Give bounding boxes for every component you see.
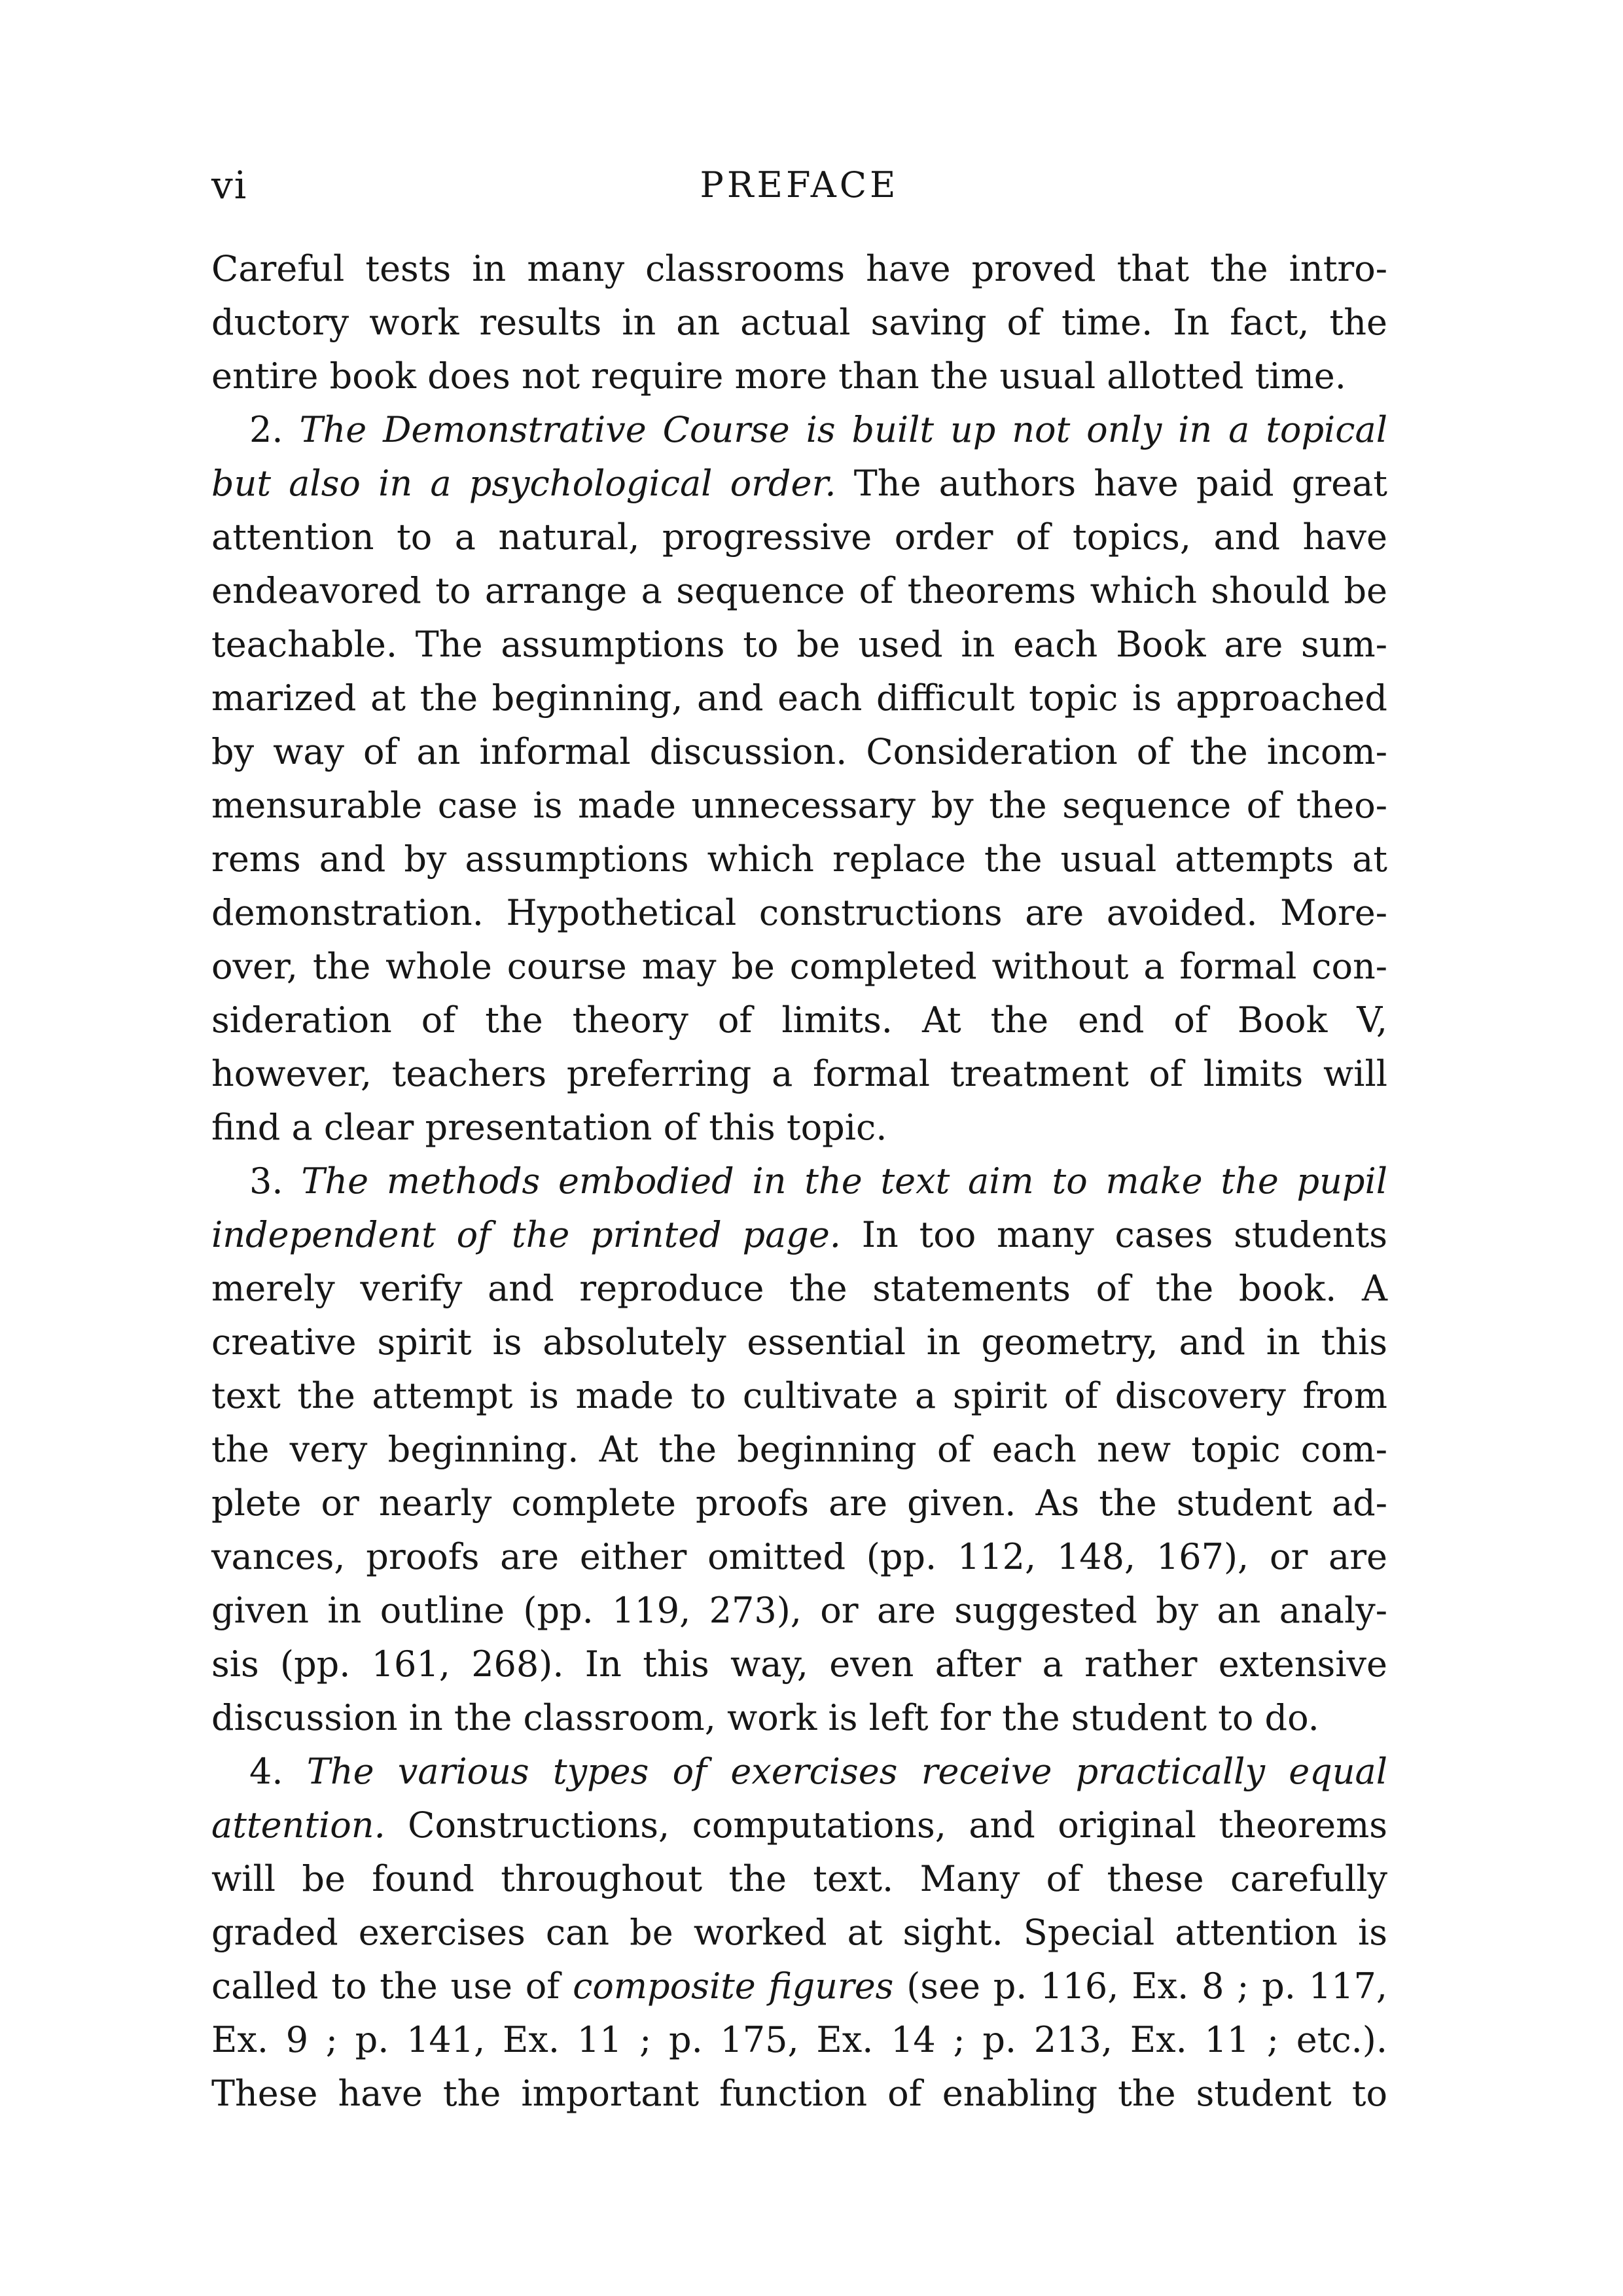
text-line xyxy=(211,2067,1387,2121)
text-run: 3. xyxy=(249,1160,302,1202)
text-line xyxy=(211,1208,1387,1262)
text-run: These have the important function of enabling the student to xyxy=(211,2073,1387,2114)
text-line xyxy=(211,1423,1387,1477)
text-run: find a clear presentation of this topic. xyxy=(211,1107,887,1148)
text-line xyxy=(211,1316,1387,1369)
page-number: vi xyxy=(211,163,248,207)
page-header xyxy=(211,156,1387,215)
text-run: Ex. 9 ; p. 141, Ex. 11 ; p. 175, Ex. 14 ; p. 213, Ex. 11 ; etc.). xyxy=(211,2019,1387,2060)
text-line xyxy=(211,1960,1387,2013)
text-run: mensurable case is made unnecessary by the sequence of theo- xyxy=(211,785,1387,826)
text-run: by way of an informal discussion. Consideration of the incom- xyxy=(211,731,1387,772)
text-run: plete or nearly complete proofs are given. As the student ad- xyxy=(211,1482,1387,1524)
text-run: endeavored to arrange a sequence of theorems which should be xyxy=(211,570,1387,611)
text-line xyxy=(211,296,1387,350)
text-line xyxy=(211,725,1387,779)
text-line xyxy=(211,1906,1387,1960)
text-line xyxy=(211,1852,1387,1906)
text-line xyxy=(211,618,1387,672)
text-run: graded exercises can be worked at sight. Special attention is xyxy=(211,1912,1387,1953)
text-line xyxy=(211,1262,1387,1316)
text-line xyxy=(211,1047,1387,1101)
italic-run: The methods embodied in the text aim to make the pupil xyxy=(301,1160,1388,1202)
text-line xyxy=(211,1638,1387,1691)
text-run: text the attempt is made to cultivate a spirit of discovery from xyxy=(211,1375,1387,1416)
text-run: The authors have paid great xyxy=(836,463,1387,504)
text-run: In too many cases students xyxy=(840,1214,1387,1255)
text-run: 2. xyxy=(249,409,300,450)
text-run: discussion in the classroom, work is left for the student to do. xyxy=(211,1697,1319,1738)
text-line xyxy=(211,1584,1387,1638)
text-run: however, teachers preferring a formal treatment of limits will xyxy=(211,1053,1387,1094)
text-line xyxy=(211,403,1387,457)
text-line xyxy=(211,1745,1387,1799)
text-line xyxy=(211,1799,1387,1852)
text-run: entire book does not require more than the usual allotted time. xyxy=(211,355,1346,397)
text-line xyxy=(211,779,1387,833)
text-run: sis (pp. 161, 268). In this way, even after a rather extensive xyxy=(211,1643,1387,1685)
text-run: attention to a natural, progressive order of topics, and have xyxy=(211,516,1387,558)
text-line xyxy=(211,1101,1387,1155)
text-run: merely verify and reproduce the statements of the book. A xyxy=(211,1268,1387,1309)
body-text xyxy=(211,242,1387,2121)
text-line xyxy=(211,886,1387,940)
text-line xyxy=(211,994,1387,1047)
text-run: (see p. 116, Ex. 8 ; p. 117, xyxy=(893,1965,1387,2007)
text-run: Constructions, computations, and original theorems xyxy=(385,1804,1387,1846)
text-run: called to the use of xyxy=(211,1965,573,2007)
text-line xyxy=(211,1155,1387,1208)
text-line xyxy=(211,564,1387,618)
italic-run: The various types of exercises receive practically equal xyxy=(306,1751,1387,1792)
text-line xyxy=(211,1691,1387,1745)
text-line xyxy=(211,1530,1387,1584)
text-line xyxy=(211,1477,1387,1530)
italic-run: independent of the printed page. xyxy=(211,1214,841,1255)
text-run: teachable. The assumptions to be used in each Book are sum- xyxy=(211,624,1387,665)
italic-run: but also in a psychological order. xyxy=(211,463,836,504)
text-line xyxy=(211,672,1387,725)
text-run: 4. xyxy=(249,1751,307,1792)
text-run: over, the whole course may be completed without a formal con- xyxy=(211,946,1387,987)
running-head: PREFACE xyxy=(700,164,899,206)
text-run: vances, proofs are either omitted (pp. 112, 148, 167), or are xyxy=(211,1536,1387,1577)
text-run: ductory work results in an actual saving of time. In fact, the xyxy=(211,302,1387,343)
italic-run: attention. xyxy=(211,1804,385,1846)
text-run: Careful tests in many classrooms have proved that the intro- xyxy=(211,248,1387,289)
text-run: demonstration. Hypothetical constructions are avoided. More- xyxy=(211,892,1387,933)
text-line xyxy=(211,2013,1387,2067)
text-line xyxy=(211,350,1387,403)
text-run: rems and by assumptions which replace the usual attempts at xyxy=(211,838,1387,880)
text-line xyxy=(211,511,1387,564)
text-line xyxy=(211,1369,1387,1423)
italic-run: composite figures xyxy=(573,1965,894,2007)
text-run: will be found throughout the text. Many of these carefully xyxy=(211,1858,1387,1899)
text-run: marized at the beginning, and each difficult topic is approached xyxy=(211,677,1387,719)
italic-run: The Demonstrative Course is built up not only in a topical xyxy=(299,409,1387,450)
text-run: sideration of the theory of limits. At the end of Book V, xyxy=(211,999,1387,1041)
text-line xyxy=(211,457,1387,511)
text-line xyxy=(211,940,1387,994)
text-line xyxy=(211,242,1387,296)
text-run: given in outline (pp. 119, 273), or are suggested by an analy- xyxy=(211,1590,1387,1631)
text-run: the very beginning. At the beginning of each new topic com- xyxy=(211,1429,1387,1470)
text-run: creative spirit is absolutely essential in geometry, and in this xyxy=(211,1321,1387,1363)
text-line xyxy=(211,833,1387,886)
